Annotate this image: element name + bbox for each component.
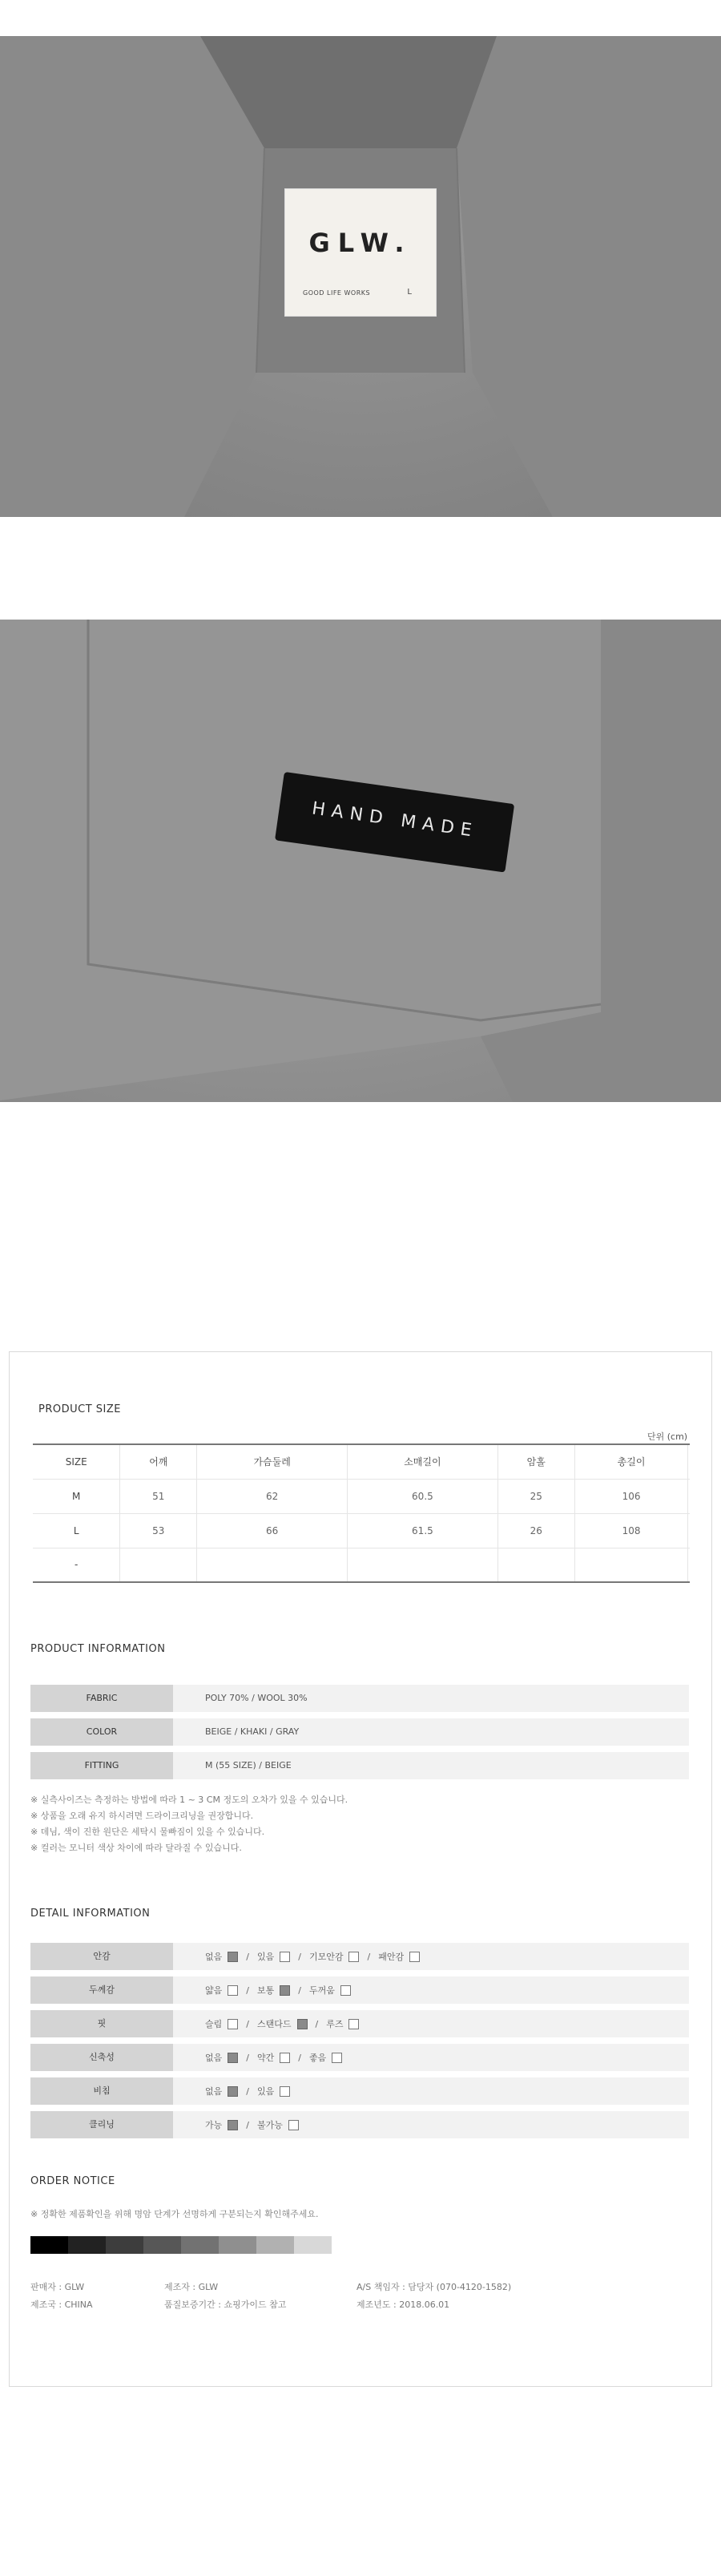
option (309, 1950, 360, 1963)
detail-key: 신축성 (30, 2044, 173, 2071)
table-row (33, 1548, 690, 1582)
swatch (181, 2236, 219, 2254)
info-row-fitting (30, 1752, 689, 1779)
size-table-header (33, 1444, 690, 1479)
footer-manufacture-date: 제조년도 : 2018.06.01 (356, 2299, 450, 2310)
checkbox-unchecked (288, 2120, 299, 2130)
option (205, 2118, 238, 2131)
size-cell (348, 1548, 498, 1582)
option-separator: / (246, 2052, 249, 2063)
option-label: 루즈 (326, 2019, 344, 2029)
option-label: 있음 (256, 2086, 275, 2097)
size-header-cell (688, 1444, 690, 1479)
option-label: 패안감 (378, 1952, 405, 1962)
care-note: ※ 컬러는 모니터 색상 차이에 따라 달라질 수 있습니다. (30, 1843, 242, 1853)
checkbox-checked (228, 2086, 238, 2097)
detail-options (205, 1976, 351, 2004)
option-separator: / (298, 1951, 301, 1962)
checkbox-unchecked (228, 1985, 238, 1996)
product-size-title: PRODUCT SIZE (38, 1403, 121, 1415)
option-label: 두꺼움 (308, 1985, 335, 1996)
checkbox-unchecked (348, 2019, 359, 2029)
option (326, 2017, 359, 2030)
info-value: POLY 70% / WOOL 30% (205, 1693, 308, 1703)
option-label: 없음 (205, 2053, 223, 2063)
detail-key: 안감 (30, 1943, 173, 1970)
size-cell (688, 1513, 690, 1548)
size-cell: - (33, 1548, 120, 1582)
option-label: 없음 (205, 1952, 223, 1962)
size-cell (574, 1548, 688, 1582)
size-header-cell: SIZE (33, 1444, 120, 1479)
checkbox-unchecked (280, 1952, 290, 1962)
brand-label-logo: GLW. (308, 228, 413, 258)
checkbox-unchecked (409, 1952, 420, 1962)
detail-key: 클리닝 (30, 2111, 173, 2138)
product-photo-collar (0, 36, 721, 517)
size-cell (688, 1479, 690, 1513)
size-cell: 62 (197, 1479, 348, 1513)
checkbox-checked (228, 2120, 238, 2130)
option (205, 1984, 238, 1997)
size-cell: 25 (497, 1479, 574, 1513)
product-photo-pocket (0, 620, 721, 1102)
swatch (30, 2236, 68, 2254)
detail-row-stretch (30, 2044, 689, 2071)
detail-key: 핏 (30, 2010, 173, 2037)
detail-row-lining (30, 1943, 689, 1970)
detail-options (205, 1943, 420, 1970)
size-header-cell: 암홀 (497, 1444, 574, 1479)
size-header-cell: 어깨 (120, 1444, 197, 1479)
checkbox-unchecked (348, 1952, 359, 1962)
option-label: 스탠다드 (256, 2019, 292, 2029)
footer-seller-info (30, 2279, 93, 2314)
detail-row-fit (30, 2010, 689, 2037)
option (205, 1950, 238, 1963)
pocket-shape-graphic (0, 620, 721, 1102)
option-separator: / (246, 1984, 249, 1996)
footer-origin: 제조국 : CHINA (30, 2299, 93, 2310)
option (309, 2051, 342, 2064)
swatch (294, 2236, 332, 2254)
swatch (143, 2236, 181, 2254)
size-unit-label: 단위 (cm) (647, 1431, 688, 1442)
option-separator: / (246, 2085, 249, 2097)
option-separator: / (246, 2119, 249, 2130)
option-separator: / (246, 2018, 249, 2029)
size-cell (497, 1548, 574, 1582)
checkbox-unchecked (340, 1985, 351, 1996)
size-cell: M (33, 1479, 120, 1513)
size-cell: L (33, 1513, 120, 1548)
size-cell: 106 (574, 1479, 688, 1513)
detail-information-title: DETAIL INFORMATION (30, 1908, 151, 1920)
detail-options (205, 2077, 290, 2105)
option-label: 불가능 (256, 2120, 283, 2130)
info-key: FITTING (30, 1752, 173, 1779)
swatch (219, 2236, 256, 2254)
option-separator: / (246, 1951, 249, 1962)
detail-row-cleaning (30, 2111, 689, 2138)
size-cell: 26 (497, 1513, 574, 1548)
option-label: 보통 (256, 1985, 275, 1996)
checkbox-checked (297, 2019, 308, 2029)
brand-label-size: L (407, 288, 412, 297)
option (257, 1950, 290, 1963)
option-separator: / (367, 1951, 371, 1962)
footer-seller: 판매자 : GLW (30, 2282, 85, 2292)
option (257, 2085, 290, 2098)
order-notice-title: ORDER NOTICE (30, 2175, 115, 2187)
size-cell: 66 (197, 1513, 348, 1548)
option-label: 약간 (256, 2053, 275, 2063)
detail-key: 두께감 (30, 1976, 173, 2004)
footer-maker: 제조자 : GLW (164, 2282, 219, 2292)
option (205, 2017, 238, 2030)
option (378, 1950, 420, 1963)
care-note: ※ 상품을 오래 유지 하시려면 드라이크리닝을 권장합니다. (30, 1811, 254, 1821)
detail-row-sheer (30, 2077, 689, 2105)
swatch (106, 2236, 143, 2254)
detail-options (205, 2010, 359, 2037)
info-row-fabric (30, 1685, 689, 1712)
size-cell (197, 1548, 348, 1582)
footer-as-info (356, 2279, 511, 2314)
swatch (256, 2236, 294, 2254)
checkbox-checked (228, 1952, 238, 1962)
info-key: FABRIC (30, 1685, 173, 1712)
brand-label-subtext: GOOD LIFE WORKS (303, 289, 371, 297)
hand-made-tag-text: HAND MADE (310, 798, 480, 842)
checkbox-unchecked (332, 2053, 342, 2063)
info-key: COLOR (30, 1718, 173, 1746)
option (309, 1984, 351, 1997)
size-cell: 51 (120, 1479, 197, 1513)
option-label: 얇음 (205, 1985, 223, 1996)
detail-row-thickness (30, 1976, 689, 2004)
option (257, 2051, 290, 2064)
table-row (33, 1479, 690, 1513)
option-separator: / (298, 1984, 301, 1996)
option (205, 2051, 238, 2064)
info-value: M (55 SIZE) / BEIGE (205, 1760, 292, 1770)
option-label: 슬림 (205, 2019, 223, 2029)
detail-options (205, 2111, 299, 2138)
size-cell: 53 (120, 1513, 197, 1548)
checkbox-unchecked (228, 2019, 238, 2029)
brightness-swatch-strip (30, 2236, 332, 2254)
option-separator: / (298, 2052, 301, 2063)
size-header-cell: 가슴둘레 (197, 1444, 348, 1479)
checkbox-unchecked (280, 2053, 290, 2063)
option-label: 가능 (205, 2120, 223, 2130)
footer-as-contact: A/S 책임자 : 담당자 (070-4120-1582) (356, 2282, 512, 2292)
option-separator: / (315, 2018, 319, 2029)
footer-warranty: 품질보증기간 : 쇼핑가이드 참고 (164, 2299, 287, 2310)
size-cell: 60.5 (348, 1479, 498, 1513)
size-table (33, 1443, 690, 1583)
option-label: 좋음 (308, 2053, 327, 2063)
size-cell (120, 1548, 197, 1582)
size-cell: 61.5 (348, 1513, 498, 1548)
checkbox-checked (228, 2053, 238, 2063)
table-row (33, 1513, 690, 1548)
option (205, 2085, 238, 2098)
option-label: 있음 (256, 1952, 275, 1962)
size-cell (688, 1548, 690, 1582)
care-note: ※ 실측사이즈는 측정하는 방법에 따라 1 ~ 3 CM 정도의 오차가 있을 수 있습니다. (30, 1795, 348, 1805)
detail-key: 비침 (30, 2077, 173, 2105)
detail-options (205, 2044, 342, 2071)
option (257, 2118, 299, 2131)
option-label: 없음 (205, 2086, 223, 2097)
size-cell: 108 (574, 1513, 688, 1548)
info-row-color (30, 1718, 689, 1746)
checkbox-unchecked (280, 2086, 290, 2097)
size-header-cell: 총길이 (574, 1444, 688, 1479)
brand-label (284, 188, 437, 317)
checkbox-checked (280, 1985, 290, 1996)
care-note: ※ 데님, 색이 진한 원단은 세탁시 물빠짐이 있을 수 있습니다. (30, 1827, 265, 1837)
option (257, 1984, 290, 1997)
swatch (68, 2236, 106, 2254)
product-information-title: PRODUCT INFORMATION (30, 1643, 166, 1655)
option (257, 2017, 308, 2030)
size-header-cell: 소매길이 (348, 1444, 498, 1479)
info-value: BEIGE / KHAKI / GRAY (205, 1726, 300, 1737)
option-label: 기모안감 (308, 1952, 344, 1962)
footer-maker-info (164, 2279, 286, 2314)
order-notice-text: ※ 정확한 제품확인을 위해 명암 단계가 선명하게 구분되는지 확인해주세요. (30, 2209, 319, 2219)
